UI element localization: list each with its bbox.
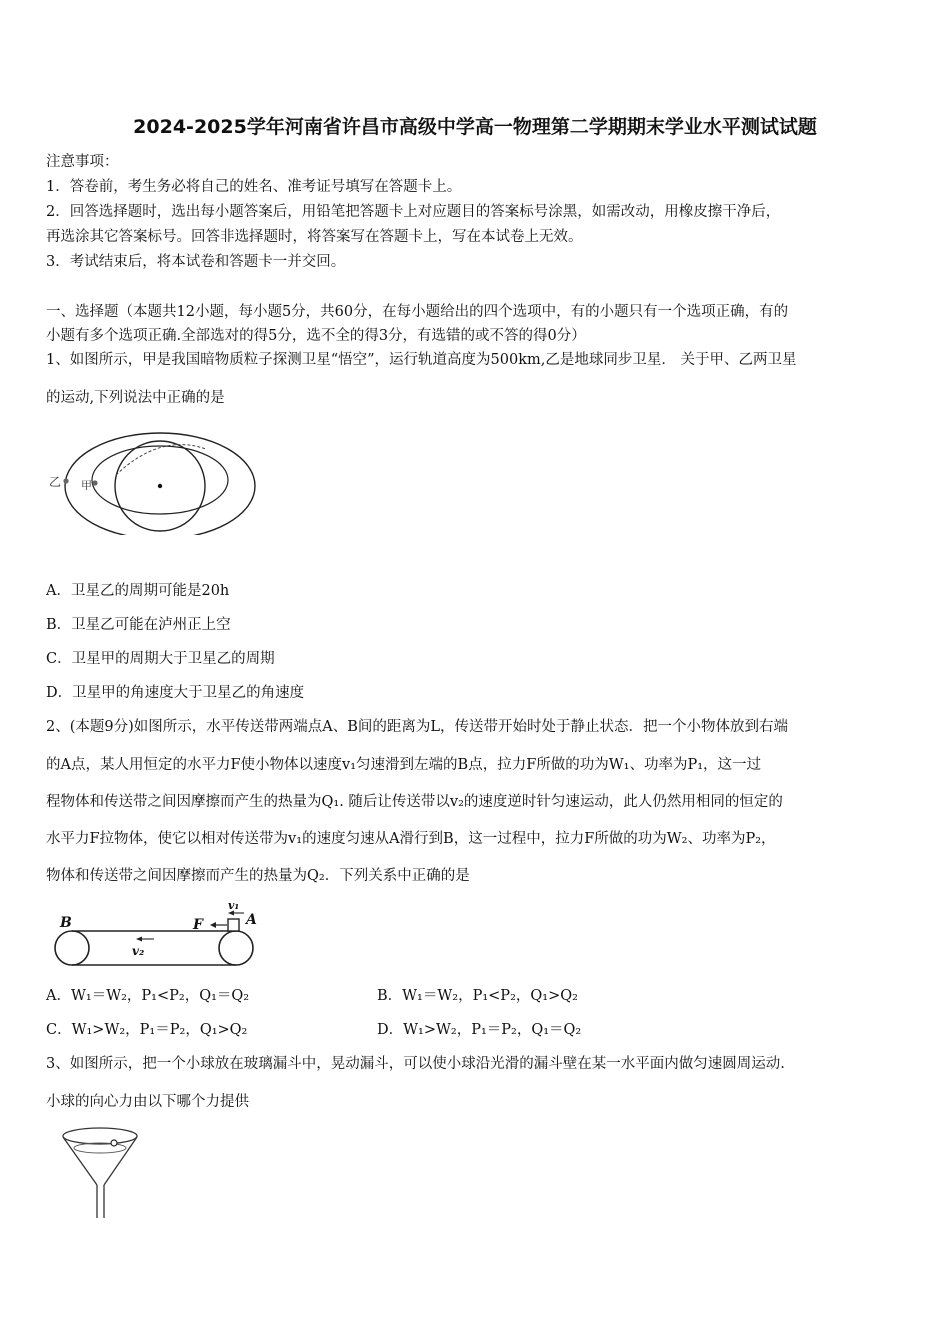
- q2-option-c: C．W₁>W₂，P₁＝P₂，Q₁>Q₂: [46, 1022, 248, 1038]
- q1-stem-line1: 1、如图所示，甲是我国暗物质粒子探测卫星“悟空”，运行轨道高度为500km,乙是地球同步卫星． 关于甲、乙两卫星: [46, 352, 797, 368]
- small-block: [228, 919, 239, 931]
- label-v1: v₁: [228, 899, 240, 912]
- section-intro-line1: 一、选择题（本题共12小题，每小题5分，共60分，在每小题给出的四个选项中，有的小题只有一个选项正确，有的: [46, 304, 789, 320]
- q1-option-b: B．卫星乙可能在泸州正上空: [46, 617, 231, 633]
- funnel-rim: [63, 1128, 137, 1144]
- notes-heading: 注意事项：: [46, 154, 119, 170]
- q3-stem-line2: 小球的向心力由以下哪个力提供: [46, 1094, 249, 1110]
- orbit-figure: [44, 425, 264, 535]
- q2-stem-line2: 的A点，某人用恒定的水平力F使小物体以速度v₁匀速滑到左端的B点，拉力F所做的功为W₁、功率为P₁，这一过: [46, 757, 762, 773]
- funnel-figure: [58, 1122, 148, 1222]
- page-title: 2024-2025学年河南省许昌市高级中学高一物理第二学期期末学业水平测试试题: [133, 116, 817, 138]
- section-intro-line2: 小题有多个选项正确.全部选对的得5分，选不全的得3分，有选错的或不答的得0分）: [46, 328, 586, 344]
- satellite-yi-label: 乙: [49, 475, 62, 489]
- q2-stem-line4: 水平力F拉物体，使它以相对传送带为v₁的速度匀速从A滑行到B，这一过程中，拉力F所做的功为W₂、功率为P₂，: [46, 831, 776, 847]
- notes-item-2-cont: 再选涂其它答案标号。回答非选择题时，将答案写在答题卡上，写在本试卷上无效。: [46, 229, 583, 245]
- notes-item-3: 3．考试结束后，将本试卷和答题卡一并交回。: [46, 254, 346, 270]
- q1-option-a: A．卫星乙的周期可能是20h: [46, 583, 230, 599]
- earth-center-dot: [158, 484, 162, 488]
- conveyor-figure: [50, 898, 270, 970]
- q2-option-a: A．W₁＝W₂，P₁<P₂，Q₁＝Q₂: [46, 988, 250, 1004]
- left-roller: [55, 931, 89, 965]
- q2-option-b: B．W₁＝W₂，P₁<P₂，Q₁>Q₂: [377, 988, 578, 1004]
- q2-stem-line5: 物体和传送带之间因摩擦而产生的热量为Q₂．下列关系中正确的是: [46, 868, 470, 884]
- notes-item-2: 2．回答选择题时，选出每小题答案后，用铅笔把答题卡上对应题目的答案标号涂黑，如需改动，用橡皮擦干净后，: [46, 204, 781, 220]
- label-F: F: [193, 917, 203, 933]
- q1-stem-line2: 的运动,下列说法中正确的是: [46, 390, 225, 406]
- right-roller: [219, 931, 253, 965]
- satellite-yi-dot: [63, 478, 68, 483]
- q2-option-d: D．W₁>W₂，P₁＝P₂，Q₁＝Q₂: [377, 1022, 582, 1038]
- v2-arrow-head: [136, 937, 142, 942]
- q1-option-c: C．卫星甲的周期大于卫星乙的周期: [46, 651, 275, 667]
- ball: [111, 1140, 117, 1146]
- satellite-jia-label: 甲: [81, 479, 92, 492]
- satellite-jia-dot: [92, 480, 97, 485]
- q3-stem-line1: 3、如图所示，把一个小球放在玻璃漏斗中，晃动漏斗，可以使小球沿光滑的漏斗壁在某一水平面内做匀速圆周运动.: [46, 1056, 785, 1072]
- inner-orbit: [92, 446, 228, 514]
- label-v2: v₂: [132, 944, 145, 958]
- notes-item-1: 1．答卷前，考生务必将自己的姓名、准考证号填写在答题卡上。: [46, 179, 462, 195]
- label-B: B: [60, 915, 72, 931]
- q1-option-d: D．卫星甲的角速度大于卫星乙的角速度: [46, 685, 305, 701]
- q2-stem-line1: 2、(本题9分)如图所示，水平传送带两端点A、B间的距离为L，传送带开始时处于静止状态．把一个小物体放到右端: [46, 719, 789, 735]
- label-A: A: [246, 912, 257, 928]
- force-arrow-head: [210, 922, 216, 928]
- q2-stem-line3: 程物体和传送带之间因摩擦而产生的热量为Q₁. 随后让传送带以v₂的速度逆时针匀速运动，此人仍然用相同的恒定的: [46, 794, 783, 810]
